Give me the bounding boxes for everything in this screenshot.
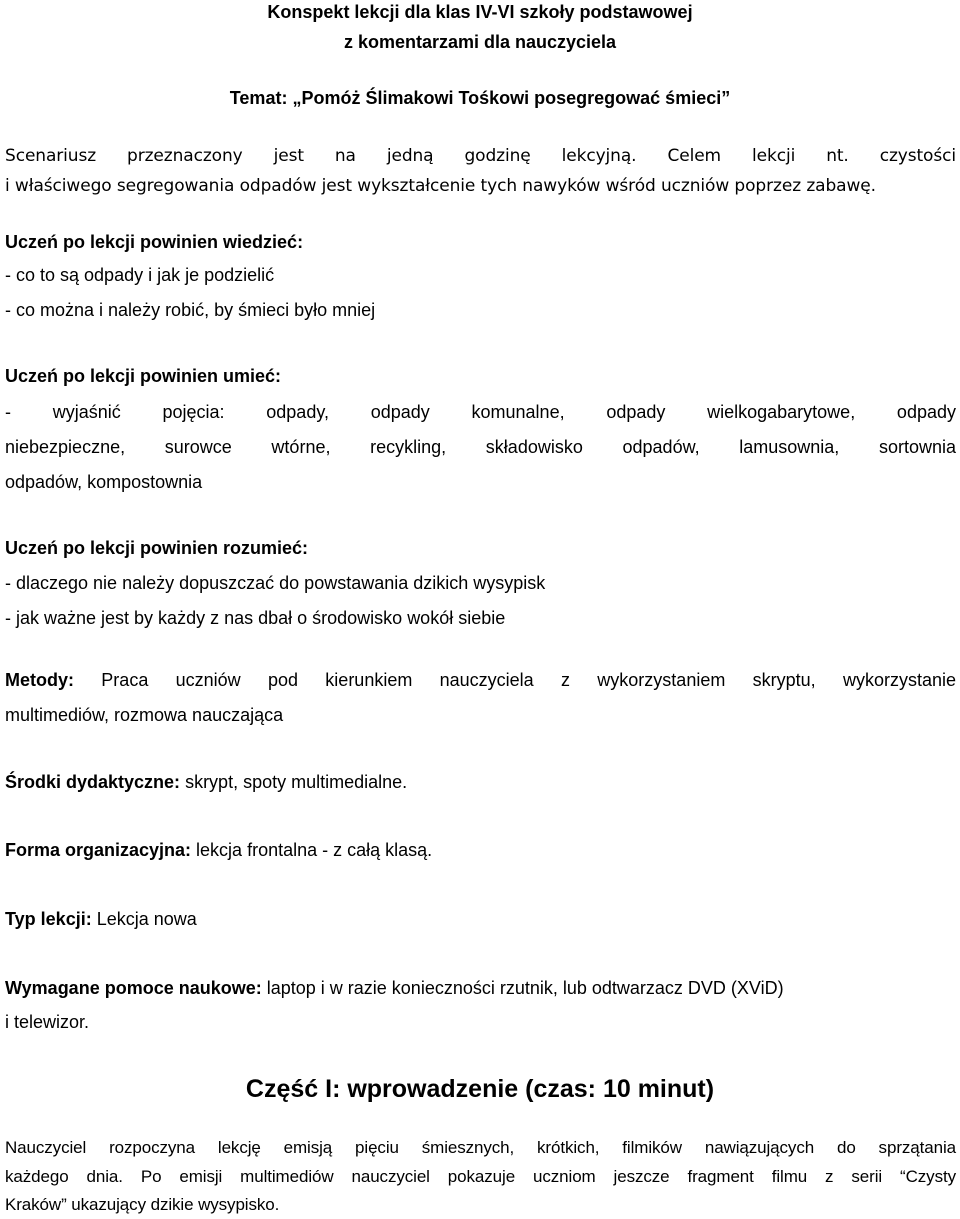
can-line-3: odpadów, kompostownia (5, 472, 203, 492)
aids-label: Wymagane pomoce naukowe: (5, 978, 262, 998)
methods-line-2: multimediów, rozmowa nauczająca (5, 705, 284, 725)
understand-item: - dlaczego nie należy dopuszczać do powstawania dzikich wysypisk (5, 573, 546, 593)
aids-line-2: i telewizor. (5, 1012, 90, 1032)
can-line-2: niebezpieczne, surowce wtórne, recykling, składowisko odpadów, lamusownia, sortownia (5, 437, 956, 457)
methods-label: Metody: (5, 670, 74, 690)
know-heading: Uczeń po lekcji powinien wiedzieć: (5, 232, 304, 252)
part1-line-2: każdego dnia. Po emisji multimediów nauczyciel pokazuje uczniom jeszcze fragment filmu z serii “Czysty (5, 1167, 956, 1186)
intro-line-2: i właściwego segregowania odpadów jest wykształcenie tych nawyków wśród uczniów poprzez zabawę. (5, 176, 876, 196)
means-line (5, 772, 407, 793)
means-value: skrypt, spoty multimedialne. (180, 772, 408, 792)
know-item: - co można i należy robić, by śmieci było mniej (5, 300, 376, 320)
can-line-1: - wyjaśnić pojęcia: odpady, odpady komunalne, odpady wielkogabarytowe, odpady (5, 402, 956, 422)
type-value: Lekcja nowa (91, 909, 197, 929)
part1-heading: Część I: wprowadzenie (czas: 10 minut) (245, 1075, 715, 1103)
document-subtitle: z komentarzami dla nauczyciela (343, 32, 617, 52)
understand-heading: Uczeń po lekcji powinien rozumieć: (5, 538, 309, 558)
intro-line-1: Scenariusz przeznaczony jest na jedną godzinę lekcyjną. Celem lekcji nt. czystości (5, 146, 956, 166)
form-line (5, 840, 432, 861)
aids-line-1 (5, 978, 784, 999)
type-label: Typ lekcji: (5, 909, 92, 929)
understand-item: - jak ważne jest by każdy z nas dbał o środowisko wokół siebie (5, 608, 506, 628)
part1-line-1: Nauczyciel rozpoczyna lekcję emisją pięciu śmiesznych, krótkich, filmików nawiązujących do sprzątania (5, 1138, 956, 1157)
means-label: Środki dydaktyczne: (5, 772, 181, 792)
type-line (5, 909, 197, 930)
part1-line-3: Kraków” ukazujący dzikie wysypisko. (5, 1195, 280, 1214)
methods-line-1 (5, 670, 956, 691)
can-heading: Uczeń po lekcji powinien umieć: (5, 366, 282, 386)
methods-text: Praca uczniów pod kierunkiem nauczyciela z wykorzystaniem skryptu, wykorzystanie (74, 670, 956, 690)
aids-text: laptop i w razie konieczności rzutnik, lub odtwarzacz DVD (XViD) (261, 978, 784, 998)
form-value: lekcja frontalna - z całą klasą. (191, 840, 433, 860)
lesson-topic: Temat: „Pomóż Ślimakowi Tośkowi posegregować śmieci” (229, 88, 731, 108)
document-title: Konspekt lekcji dla klas IV-VI szkoły podstawowej (267, 2, 693, 22)
form-label: Forma organizacyjna: (5, 840, 192, 860)
know-item: - co to są odpady i jak je podzielić (5, 265, 275, 285)
